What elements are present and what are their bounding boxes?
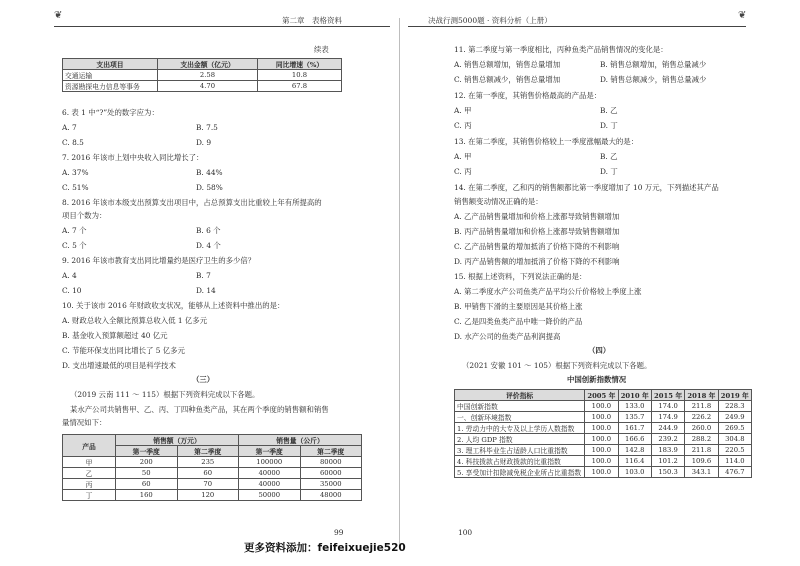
option: B. 6 个 (196, 226, 221, 235)
table-row (63, 81, 342, 92)
table-cell: 一、创新环境指数 (455, 412, 585, 423)
table-cell: 304.8 (718, 434, 751, 445)
table-cell: 288.2 (685, 434, 718, 445)
table-cell: 226.2 (685, 412, 718, 423)
table-header: 同比增速（%） (258, 59, 342, 70)
table-cell: 60 (116, 479, 178, 490)
table-cell: 100.0 (585, 412, 618, 423)
table-row (63, 468, 362, 479)
section-4-intro: （2021 安徽 101 ～ 105）根据下列资料完成以下各题。 (462, 361, 652, 370)
table-header: 销售量（公斤） (239, 435, 362, 446)
table-cell: 244.9 (651, 423, 684, 434)
table-cell: 142.8 (618, 445, 651, 456)
left-ornament-icon: ❦ (54, 10, 63, 21)
continued-label: 续表 (314, 45, 329, 54)
table-cell: 228.3 (718, 401, 751, 412)
page-gutter (399, 18, 400, 548)
option: B. 销售总额增加，销售总量减少 (600, 60, 707, 69)
option: A. 4 (62, 271, 77, 280)
option: C. 丙 (454, 121, 472, 130)
table-cell: 5. 享受加计扣除减免税企业所占比重指数 (455, 467, 585, 478)
table-cell: 114.0 (718, 456, 751, 467)
question-7: 7. 2016 年该市上划中央收入同比增长了： (62, 153, 204, 162)
section-3-intro: （2019 云南 111 ～ 115）根据下列资料完成以下各题。 (70, 390, 260, 399)
section-4-heading: （四） (588, 346, 611, 355)
table-cell: 174.0 (651, 401, 684, 412)
footer-contact: 更多资料添加：feifeixuejie520 (244, 542, 406, 554)
table-row (455, 412, 752, 423)
table-cell: 80000 (300, 457, 362, 468)
table-cell: 丙 (63, 479, 116, 490)
question-12: 12. 在第一季度，其销售价格最高的产品是： (454, 91, 602, 100)
table-cell: 343.1 (685, 467, 718, 478)
option: A. 7 (62, 123, 77, 132)
table-header: 2010 年 (618, 390, 651, 401)
table-cell: 4. 科技拨款占财政拨款的比重指数 (455, 456, 585, 467)
option: C. 8.5 (62, 138, 84, 147)
table-header: 评价指标 (455, 390, 585, 401)
header-left-title: 第二章 表格资料 (282, 16, 342, 25)
header-rule-right (408, 26, 746, 27)
table-cell: 476.7 (718, 467, 751, 478)
table-cell: 48000 (300, 490, 362, 501)
option: B. 乙 (600, 106, 618, 115)
option: C. 5 个 (62, 241, 87, 250)
table-cell: 150.3 (651, 467, 684, 478)
table-cell: 239.2 (651, 434, 684, 445)
table-cell: 100.0 (585, 445, 618, 456)
option: B. 7 (196, 271, 211, 280)
option: B. 甲销售下滑的主要原因是其价格上涨 (454, 302, 583, 311)
table-cell: 资源勘探电力信息等事务 (63, 81, 158, 92)
option: A. 乙产品销售量增加和价格上涨都导致销售额增加 (454, 212, 620, 221)
question-11: 11. 第二季度与第一季度相比，丙种鱼类产品销售情况的变化是： (454, 45, 668, 54)
header-right-title: 决战行测5000题 · 资料分析（上册） (428, 16, 552, 25)
table-row (455, 467, 752, 478)
table-cell: 2.58 (158, 70, 258, 81)
option: A. 销售总额增加，销售总量增加 (454, 60, 561, 69)
table-header: 第二季度 (177, 446, 239, 457)
table-header: 2005 年 (585, 390, 618, 401)
option: B. 丙产品销售量增加和价格上涨都导致销售额增加 (454, 227, 620, 236)
fish-sales-table (62, 434, 362, 501)
option: D. 58% (196, 183, 223, 192)
question-13: 13. 在第二季度，其销售价格较上一季度涨幅最大的是： (454, 137, 639, 146)
table-cell: 183.9 (651, 445, 684, 456)
table-header: 第一季度 (239, 446, 301, 457)
table-cell: 40000 (239, 479, 301, 490)
table-cell: 109.6 (685, 456, 718, 467)
table-cell: 174.9 (651, 412, 684, 423)
question-6: 6. 表 1 中“?”处的数字应为： (62, 108, 159, 117)
table-header: 2019 年 (718, 390, 751, 401)
table-cell: 135.7 (618, 412, 651, 423)
question-8: 8. 2016 年该市本级支出预算支出项目中，占总预算支出比重较上年有所提高的 (62, 198, 322, 207)
page-number-left: 99 (334, 528, 344, 537)
table-cell: 249.9 (718, 412, 751, 423)
option: A. 甲 (454, 152, 472, 161)
table-cell: 269.5 (718, 423, 751, 434)
option: D. 丁 (600, 121, 618, 130)
table-cell: 2. 人均 GDP 指数 (455, 434, 585, 445)
question-15: 15. 根据上述资料，下列说法正确的是： (454, 272, 587, 281)
page-number-right: 100 (458, 528, 473, 537)
option: C. 乙是四类鱼类产品中唯一降价的产品 (454, 317, 583, 326)
table-header: 支出金额（亿元） (158, 59, 258, 70)
table-cell: 101.2 (651, 456, 684, 467)
table-row (455, 434, 752, 445)
option: C. 10 (62, 286, 82, 295)
option: A. 37% (62, 168, 89, 177)
table-cell: 35000 (300, 479, 362, 490)
table-cell: 235 (177, 457, 239, 468)
table-header: 2015 年 (651, 390, 684, 401)
option: C. 丙 (454, 167, 472, 176)
table-row (63, 479, 362, 490)
option: B. 7.5 (196, 123, 218, 132)
option: D. 14 (196, 286, 216, 295)
table-cell: 乙 (63, 468, 116, 479)
expenditure-table (62, 58, 342, 92)
option: C. 乙产品销售量的增加抵消了价格下降的不利影响 (454, 242, 620, 251)
table-cell: 交通运输 (63, 70, 158, 81)
table-cell: 100.0 (585, 401, 618, 412)
table-row (455, 401, 752, 412)
table-header: 产品 (63, 435, 116, 457)
table-cell: 166.6 (618, 434, 651, 445)
table-header: 第二季度 (300, 446, 362, 457)
option: D. 水产公司的鱼类产品利润提高 (454, 332, 561, 341)
table-header: 销售额（万元） (116, 435, 239, 446)
table-cell: 40000 (239, 468, 301, 479)
section-3-heading: （三） (192, 375, 215, 384)
option: D. 销售总额减少，销售总量减少 (600, 75, 707, 84)
table-cell: 211.8 (685, 401, 718, 412)
option: B. 乙 (600, 152, 618, 161)
table-header: 2018 年 (685, 390, 718, 401)
table-cell: 60000 (300, 468, 362, 479)
option: A. 甲 (454, 106, 472, 115)
table-cell: 100.0 (585, 467, 618, 478)
table-cell: 4.70 (158, 81, 258, 92)
question-14-cont: 销售额变动情况正确的是： (454, 197, 543, 206)
table-cell: 中国创新指数 (455, 401, 585, 412)
question-10: 10. 关于该市 2016 年财政收支状况，能够从上述资料中推出的是： (62, 301, 285, 310)
table-cell: 211.8 (685, 445, 718, 456)
question-14: 14. 在第二季度，乙和丙的销售额都比第一季度增加了 10 万元，下列描述其产品 (454, 183, 719, 192)
option: D. 9 (196, 138, 212, 147)
table-cell: 260.0 (685, 423, 718, 434)
table-cell: 220.5 (718, 445, 751, 456)
option: B. 基金收入预算额超过 40 亿元 (62, 331, 168, 340)
table-row (455, 456, 752, 467)
table-row (455, 423, 752, 434)
table-cell: 甲 (63, 457, 116, 468)
option: A. 财政总收入全额比预算总收入低 1 亿多元 (62, 316, 208, 325)
table-row (63, 70, 342, 81)
question-9: 9. 2016 年该市教育支出同比增量约是医疗卫生的多少倍？ (62, 256, 256, 265)
option: A. 7 个 (62, 226, 87, 235)
option: C. 节能环保支出同比增长了 5 亿多元 (62, 346, 185, 355)
table-row (63, 490, 362, 501)
table-cell: 100.0 (585, 423, 618, 434)
table-header: 第一季度 (116, 446, 178, 457)
table-cell: 50000 (239, 490, 301, 501)
table-cell: 丁 (63, 490, 116, 501)
option: D. 丁 (600, 167, 618, 176)
table-cell: 1. 劳动力中的大专及以上学历人数指数 (455, 423, 585, 434)
table-cell: 60 (177, 468, 239, 479)
table-cell: 3. 理工科毕业生占适龄人口比重指数 (455, 445, 585, 456)
table-cell: 10.8 (258, 70, 342, 81)
table-cell: 200 (116, 457, 178, 468)
table-cell: 103.0 (618, 467, 651, 478)
table-header: 支出项目 (63, 59, 158, 70)
table-title: 中国创新指数情况 (567, 375, 627, 384)
table-cell: 50 (116, 468, 178, 479)
table-row (63, 457, 362, 468)
option: C. 销售总额减少，销售总量增加 (454, 75, 561, 84)
table-cell: 67.8 (258, 81, 342, 92)
table-cell: 70 (177, 479, 239, 490)
option: D. 丙产品销售额的增加抵消了价格下降的不利影响 (454, 257, 620, 266)
option: A. 第二季度水产公司鱼类产品平均公斤价格较上季度上涨 (454, 287, 642, 296)
table-cell: 120 (177, 490, 239, 501)
header-rule-left (54, 26, 390, 27)
section-3-paragraph-cont: 量情况如下： (62, 418, 107, 427)
option: D. 支出增速最低的项目是科学技术 (62, 361, 176, 370)
table-row (455, 445, 752, 456)
table-cell: 100.0 (585, 434, 618, 445)
innovation-index-table (454, 389, 752, 478)
table-cell: 161.7 (618, 423, 651, 434)
table-cell: 100.0 (585, 456, 618, 467)
table-cell: 133.0 (618, 401, 651, 412)
table-cell: 160 (116, 490, 178, 501)
right-ornament-icon: ❦ (738, 10, 747, 21)
section-3-paragraph: 某水产公司共销售甲、乙、丙、丁四种鱼类产品，其在两个季度的销售额和销售 (70, 405, 329, 414)
option: B. 44% (196, 168, 223, 177)
table-cell: 116.4 (618, 456, 651, 467)
question-8-cont: 项目个数为： (62, 211, 107, 220)
table-cell: 100000 (239, 457, 301, 468)
option: C. 51% (62, 183, 89, 192)
option: D. 4 个 (196, 241, 221, 250)
